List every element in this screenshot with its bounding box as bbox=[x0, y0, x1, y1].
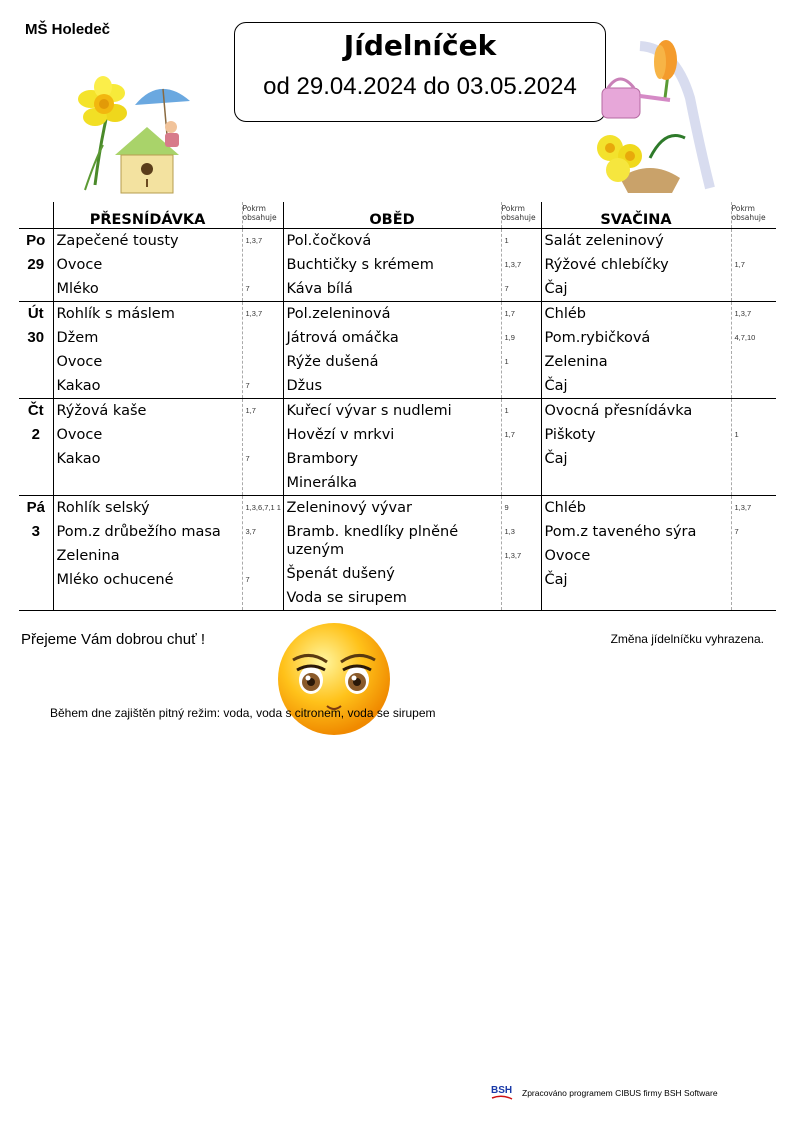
day-name: Po bbox=[26, 232, 46, 249]
snack-item bbox=[545, 471, 731, 495]
bsh-logo-text: BSH bbox=[491, 1085, 513, 1096]
lunch-item-allergens: 1,3,7 bbox=[504, 260, 522, 269]
day-date: 2 bbox=[31, 426, 40, 443]
lunch-cell bbox=[283, 399, 501, 496]
breakfast-item-allergens: 7 bbox=[245, 284, 250, 293]
breakfast-allergens-cell bbox=[242, 302, 283, 399]
lunch-item-allergens: 1,3,7 bbox=[504, 551, 522, 560]
snack-item-allergens bbox=[735, 447, 777, 471]
lunch-cell bbox=[283, 229, 501, 302]
lunch-item-allergens bbox=[505, 447, 541, 471]
snack-item-allergens bbox=[735, 374, 777, 398]
lunch-item: Játrová omáčka bbox=[286, 330, 399, 346]
snack-item: Salát zeleninový bbox=[544, 233, 664, 249]
breakfast-item bbox=[57, 471, 242, 495]
day-name: Út bbox=[27, 305, 44, 322]
table-row bbox=[19, 399, 776, 496]
breakfast-item: Mléko bbox=[56, 281, 99, 297]
snack-cell bbox=[541, 229, 731, 302]
daffodil-birdhouse-icon bbox=[75, 75, 200, 195]
breakfast-allergens-cell bbox=[242, 496, 283, 611]
snack-item-allergens: 1 bbox=[734, 430, 739, 439]
day-cell bbox=[19, 229, 53, 302]
lunch-item-allergens: 1 bbox=[504, 406, 509, 415]
snack-item: Ovoce bbox=[544, 548, 591, 564]
table-row bbox=[19, 496, 776, 611]
lunch-cell bbox=[283, 302, 501, 399]
snack-item: Čaj bbox=[544, 572, 568, 588]
lunch-item: Zeleninový vývar bbox=[286, 500, 412, 516]
breakfast-cell bbox=[53, 302, 242, 399]
snack-item-allergens bbox=[735, 229, 777, 253]
snack-allergens-cell bbox=[731, 229, 776, 302]
breakfast-item: Zelenina bbox=[56, 548, 120, 564]
breakfast-item-allergens bbox=[246, 471, 283, 495]
lunch-cell bbox=[283, 496, 501, 611]
lunch-item: Minerálka bbox=[286, 475, 358, 491]
lunch-item-allergens: 1 bbox=[504, 236, 509, 245]
snack-item-allergens bbox=[735, 277, 777, 301]
table-row bbox=[19, 302, 776, 399]
breakfast-item-allergens: 7 bbox=[245, 575, 250, 584]
breakfast-item: Pom.z drůbežího masa bbox=[56, 524, 221, 540]
snack-item-allergens: 7 bbox=[734, 527, 739, 536]
lunch-item: Voda se sirupem bbox=[286, 590, 407, 606]
breakfast-item-allergens: 3,7 bbox=[245, 527, 256, 536]
snack-item: Ovocná přesnídávka bbox=[544, 403, 693, 419]
breakfast-item: Džem bbox=[56, 330, 99, 346]
breakfast-item: Rýžová kaše bbox=[56, 403, 147, 419]
wish-text: Přejeme Vám dobrou chuť ! bbox=[21, 631, 206, 648]
page-title: Jídelníček bbox=[343, 29, 497, 62]
header-lunch-allergens: Pokrm obsahuje bbox=[501, 202, 541, 229]
snack-item-allergens bbox=[735, 399, 777, 423]
lunch-item-allergens: 1,7 bbox=[504, 430, 515, 439]
day-name: Čt bbox=[27, 402, 44, 419]
lunch-item-allergens: 7 bbox=[504, 284, 509, 293]
lunch-item: Rýže dušená bbox=[286, 354, 379, 370]
snack-item-allergens: 1,3,7 bbox=[734, 309, 752, 318]
header-day bbox=[19, 202, 53, 229]
day-name: Pá bbox=[26, 499, 45, 516]
snack-item: Čaj bbox=[544, 378, 568, 394]
lunch-item-allergens bbox=[505, 374, 541, 398]
breakfast-item: Ovoce bbox=[56, 354, 103, 370]
breakfast-item-allergens: 1,3,7 bbox=[245, 309, 263, 318]
date-range: od 29.04.2024 do 03.05.2024 bbox=[263, 73, 577, 100]
lunch-item: Káva bílá bbox=[286, 281, 353, 297]
lunch-item: Pol.čočková bbox=[286, 233, 372, 249]
breakfast-item-allergens: 1,3,6,7,1 1 bbox=[245, 503, 281, 512]
breakfast-item: Mléko ochucené bbox=[56, 572, 174, 588]
day-cell bbox=[19, 302, 53, 399]
lunch-allergens-cell bbox=[501, 302, 541, 399]
snack-allergens-cell bbox=[731, 399, 776, 496]
snack-item: Čaj bbox=[544, 451, 568, 467]
breakfast-item: Rohlík selský bbox=[56, 500, 150, 516]
title-box bbox=[234, 22, 606, 122]
lunch-allergens-cell bbox=[501, 399, 541, 496]
snack-item-allergens bbox=[735, 568, 777, 592]
snack-item: Čaj bbox=[544, 281, 568, 297]
day-cell bbox=[19, 399, 53, 496]
lunch-item: Pol.zeleninová bbox=[286, 306, 391, 322]
header-snack-allergens: Pokrm obsahuje bbox=[731, 202, 776, 229]
snack-item: Pom.z taveného sýra bbox=[544, 524, 697, 540]
breakfast-item: Zapečené tousty bbox=[56, 233, 179, 249]
breakfast-item: Rohlík s máslem bbox=[56, 306, 175, 322]
tulip-watering-can-icon bbox=[580, 38, 720, 198]
lunch-item: Džus bbox=[286, 378, 323, 394]
lunch-item: Hovězí v mrkvi bbox=[286, 427, 395, 443]
snack-allergens-cell bbox=[731, 302, 776, 399]
footer-text: Zpracováno programem CIBUS firmy BSH Software bbox=[522, 1088, 718, 1098]
lunch-item-allergens: 1,7 bbox=[504, 309, 515, 318]
day-date: 3 bbox=[31, 523, 40, 540]
bsh-logo-icon bbox=[490, 1082, 514, 1104]
breakfast-item: Ovoce bbox=[56, 257, 103, 273]
lunch-allergens-cell bbox=[501, 496, 541, 611]
lunch-item-allergens: 1,3 bbox=[504, 527, 515, 536]
lunch-item: Buchtičky s krémem bbox=[286, 257, 434, 273]
day-date: 29 bbox=[27, 256, 45, 273]
snack-item: Rýžové chlebíčky bbox=[544, 257, 669, 273]
day-date: 30 bbox=[27, 329, 45, 346]
breakfast-item-allergens bbox=[246, 350, 283, 374]
breakfast-item-allergens bbox=[246, 253, 283, 277]
header-breakfast-allergens: Pokrm obsahuje bbox=[242, 202, 283, 229]
snack-item: Pom.rybičková bbox=[544, 330, 651, 346]
breakfast-item-allergens bbox=[246, 544, 283, 568]
snack-item-allergens bbox=[735, 544, 777, 568]
snack-item: Chléb bbox=[544, 500, 586, 516]
snack-cell bbox=[541, 399, 731, 496]
snack-item: Zelenina bbox=[544, 354, 608, 370]
lunch-item-allergens: 9 bbox=[504, 503, 509, 512]
lunch-item: Kuřecí vývar s nudlemi bbox=[286, 403, 452, 419]
breakfast-item-allergens bbox=[246, 423, 283, 447]
smiley-face-icon bbox=[275, 620, 393, 738]
breakfast-cell bbox=[53, 229, 242, 302]
footer bbox=[490, 1082, 718, 1104]
lunch-item: Špenát dušený bbox=[286, 566, 395, 582]
day-cell bbox=[19, 496, 53, 611]
header-breakfast: PŘESNÍDÁVKA bbox=[53, 202, 242, 229]
lunch-item-allergens: 1,9 bbox=[504, 333, 515, 342]
menu-table bbox=[19, 202, 776, 611]
breakfast-item-allergens: 7 bbox=[245, 454, 250, 463]
breakfast-allergens-cell bbox=[242, 229, 283, 302]
snack-item-allergens: 1,3,7 bbox=[734, 503, 752, 512]
lunch-allergens-cell bbox=[501, 229, 541, 302]
table-row bbox=[19, 229, 776, 302]
breakfast-item-allergens: 7 bbox=[245, 381, 250, 390]
breakfast-allergens-cell bbox=[242, 399, 283, 496]
lunch-item: Brambory bbox=[286, 451, 359, 467]
breakfast-item-allergens: 1,7 bbox=[245, 406, 256, 415]
lunch-item-allergens bbox=[505, 471, 541, 495]
snack-item-allergens: 4,7,10 bbox=[734, 333, 756, 342]
header-snack: SVAČINA bbox=[541, 202, 731, 229]
breakfast-item: Ovoce bbox=[56, 427, 103, 443]
breakfast-item-allergens bbox=[246, 326, 283, 350]
drinking-regime-text: Během dne zajištěn pitný režim: voda, voda s citronem, voda se sirupem bbox=[50, 706, 436, 720]
breakfast-cell bbox=[53, 496, 242, 611]
breakfast-cell bbox=[53, 399, 242, 496]
snack-item-allergens bbox=[735, 471, 777, 495]
lunch-item-allergens bbox=[505, 568, 541, 592]
breakfast-item-allergens: 1,3,7 bbox=[245, 236, 263, 245]
snack-item-allergens: 1,7 bbox=[734, 260, 745, 269]
breakfast-item: Kakao bbox=[56, 378, 101, 394]
snack-allergens-cell bbox=[731, 496, 776, 611]
table-header-row bbox=[19, 202, 776, 229]
lunch-item-allergens: 1 bbox=[504, 357, 509, 366]
header-lunch: OBĚD bbox=[283, 202, 501, 229]
school-name: MŠ Holedeč bbox=[25, 21, 111, 38]
snack-item: Piškoty bbox=[544, 427, 596, 443]
snack-item: Chléb bbox=[544, 306, 586, 322]
breakfast-item: Kakao bbox=[56, 451, 101, 467]
snack-cell bbox=[541, 496, 731, 611]
change-note: Změna jídelníčku vyhrazena. bbox=[610, 632, 764, 646]
snack-cell bbox=[541, 302, 731, 399]
lunch-item: Bramb. knedlíky plněné uzeným bbox=[286, 524, 459, 558]
snack-item-allergens bbox=[735, 350, 777, 374]
